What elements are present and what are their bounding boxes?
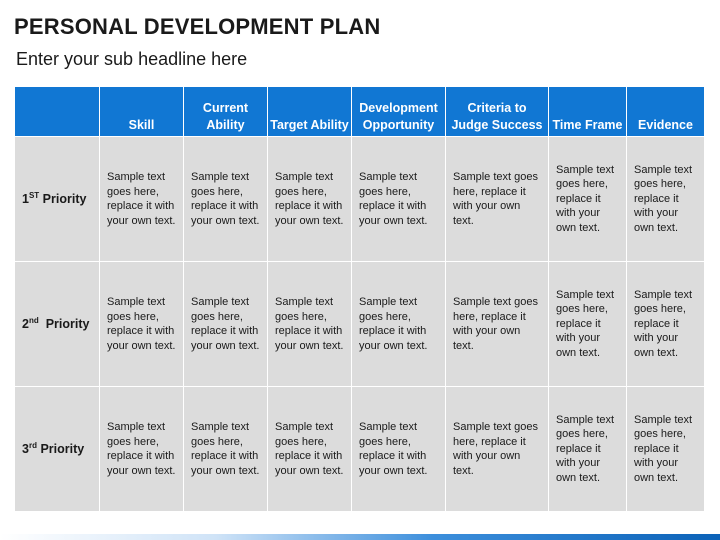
header-criteria-to-judge-success: Criteria to Judge Success [446,87,549,137]
priority-label: Priority [40,441,85,456]
table-cell: Sample text goes here, replace it with your own text. [100,262,184,387]
priority-ordinal: rd [28,440,37,450]
table-row [15,137,705,262]
table-cell: Sample text goes here, replace it with your own text. [352,262,446,387]
slide-title: PERSONAL DEVELOPMENT PLAN [14,14,381,39]
priority-ordinal: nd [28,315,39,325]
priority-number: 2 [22,316,29,331]
header-time-frame: Time Frame [549,87,627,137]
table-cell: Sample text goes here, replace it with your own text. [268,137,352,262]
priority-label: Priority [45,316,90,331]
row-label-2nd-priority [15,262,100,387]
table-cell: Sample text goes here, replace it with your own text. [268,262,352,387]
table-row [15,262,705,387]
table-cell: Sample text goes here, replace it with your own text. [549,387,627,512]
table-row [15,387,705,512]
header-row [15,87,705,137]
bottom-accent-bar [0,534,720,540]
priority-number: 3 [22,441,29,456]
table-cell: Sample text goes here, replace it with your own text. [100,137,184,262]
header-development-opportunity: Development Opportunity [352,87,446,137]
table-cell: Sample text goes here, replace it with your own text. [184,137,268,262]
priority-number: 1 [22,191,29,206]
table-cell: Sample text goes here, replace it with your own text. [627,262,705,387]
table-cell: Sample text goes here, replace it with your own text. [100,387,184,512]
slide-subtitle: Enter your sub headline here [16,49,248,69]
table-cell: Sample text goes here, replace it with your own text. [446,387,549,512]
header-skill: Skill [100,87,184,137]
table-cell: Sample text goes here, replace it with your own text. [627,387,705,512]
header-target-ability: Target Ability [268,87,352,137]
table-cell: Sample text goes here, replace it with your own text. [184,387,268,512]
row-label-1st-priority [15,137,100,262]
table-cell: Sample text goes here, replace it with your own text. [549,262,627,387]
table-cell: Sample text goes here, replace it with your own text. [352,137,446,262]
development-plan-table [14,86,705,512]
table-cell: Sample text goes here, replace it with your own text. [268,387,352,512]
table-cell: Sample text goes here, replace it with your own text. [549,137,627,262]
table-cell: Sample text goes here, replace it with your own text. [446,137,549,262]
table-cell: Sample text goes here, replace it with your own text. [184,262,268,387]
priority-ordinal: ST [28,190,40,200]
priority-label: Priority [42,191,87,206]
table-cell: Sample text goes here, replace it with your own text. [627,137,705,262]
header-evidence: Evidence [627,87,705,137]
table-cell: Sample text goes here, replace it with your own text. [446,262,549,387]
table-cell: Sample text goes here, replace it with your own text. [352,387,446,512]
row-label-3rd-priority [15,387,100,512]
header-corner [15,87,100,137]
header-current-ability: Current Ability [184,87,268,137]
